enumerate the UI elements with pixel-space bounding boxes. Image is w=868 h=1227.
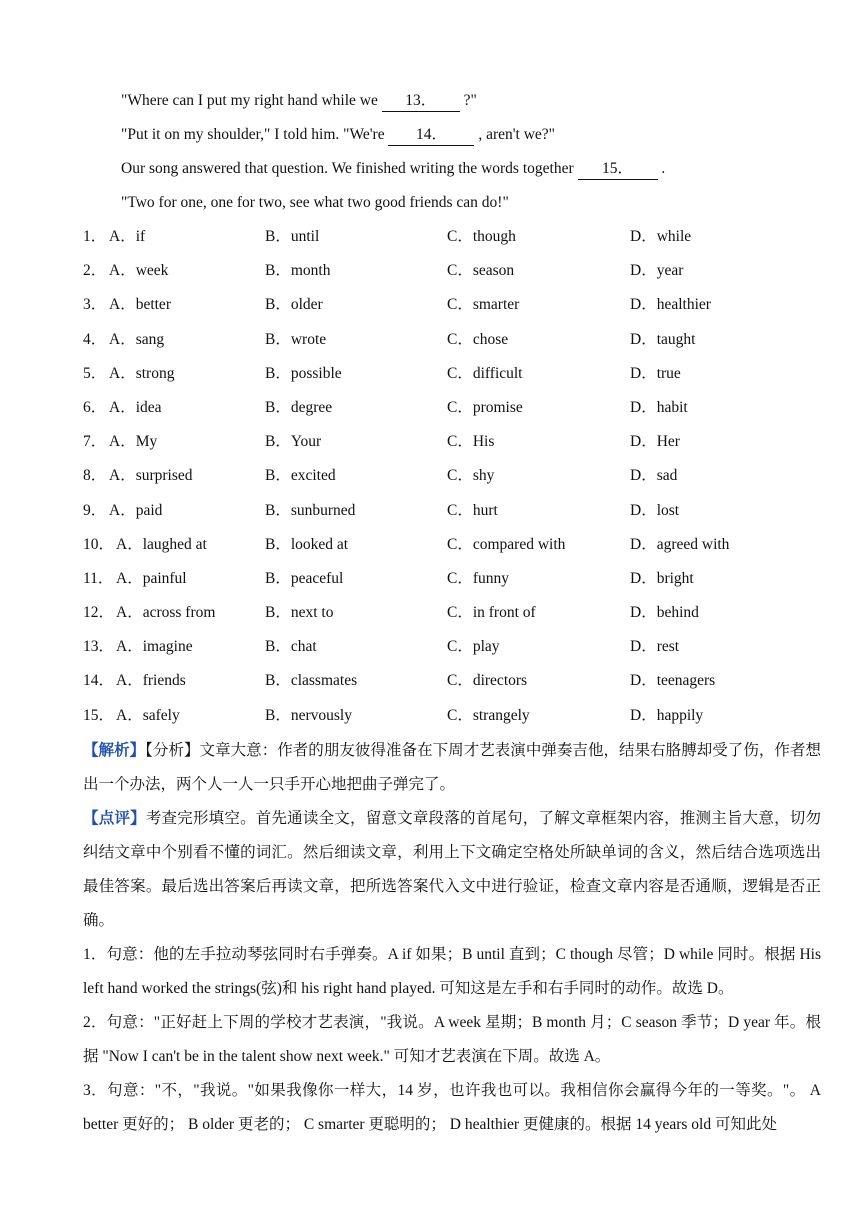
story-line-2: "Put it on my shoulder," I told him. "We're 14． , aren't we?": [121, 122, 821, 156]
story-line-1: "Where can I put my right hand while we 13． ?": [121, 88, 821, 122]
blank-13: 13．: [382, 91, 460, 112]
option-row: 9． A．paid B．sunburned C．hurt D．lost: [83, 501, 680, 519]
option-row: 13． A．imagine B．chat C．play D．rest: [83, 638, 680, 656]
option-row: 14． A．friends B．classmates C．directors D．teenagers: [83, 672, 716, 690]
option-row: 4． A．sang B．wrote C．chose D．taught: [83, 330, 696, 348]
option-row: 11． A．painful B．peaceful C．funny D．bright: [83, 569, 694, 587]
option-row: 10． A．laughed at B．looked at C．compared with D．agreed with: [83, 535, 730, 553]
story-excerpt: [121, 88, 821, 224]
explanation-1: 1．句意：他的左手拉动琴弦同时右手弹奏。A if 如果；B until 直到；C though 尽管；D while 同时。根据 His left hand worked the strings(弦)和 his right hand played. 可知这是左手和右手同时的动作。故选 D。: [83, 946, 821, 997]
option-row: 15． A．safely B．nervously C．strangely D．happily: [83, 706, 704, 724]
comment-tag: 【点评】: [83, 810, 146, 827]
option-row: 8． A．surprised B．excited C．shy D．sad: [83, 467, 678, 485]
option-row: 5． A．strong B．possible C．difficult D．true: [83, 364, 681, 382]
option-row: 7． A．My B．Your C．His D．Her: [83, 433, 680, 451]
explanation-2: 2．句意："正好赶上下周的学校才艺表演，"我说。A week 星期；B month 月；C season 季节；D year 年。根据 "Now I can't be in the talent show next week." 可知才艺表演在下周。故选 A。: [83, 1014, 821, 1065]
analysis-comment: 【点评】考查完形填空。首先通读全文，留意文章段落的首尾句，了解文章框架内容，推测主旨大意，切勿纠结文章中个别看不懂的词汇。然后细读文章，利用上下文确定空格处所缺单词的含义，然后结合选项选出最佳答案。最后选出答案后再读文章，把所选答案代入文中进行验证，检查文章内容是否通顺，逻辑是否正确。: [83, 810, 821, 929]
analysis-summary: 【解析】【分析】文章大意：作者的朋友彼得准备在下周才艺表演中弹奏吉他，结果右胳膊却受了伤，作者想出一个办法，两个人一人一只手开心地把曲子弹完了。: [83, 742, 821, 793]
options-list: [83, 222, 843, 735]
analysis-tag: 【解析】: [83, 742, 146, 759]
explanation-3: 3．句意："不，"我说。"如果我像你一样大，14 岁，也许我也可以。我相信你会赢得今年的一等奖。"。 A better 更好的； B older 更老的； C smarter 更聪明的； D healthier 更健康的。根据 14 years old 可知此处: [83, 1082, 821, 1133]
option-row: 12． A．across from B．next to C．in front of D．behind: [83, 604, 699, 622]
option-row: 3． A．better B．older C．smarter D．healthier: [83, 296, 711, 314]
blank-15: 15．: [578, 159, 658, 180]
option-row: 1． A．if B．until C．though D．while: [83, 228, 692, 245]
option-row: 2． A．week B．month C．season D．year: [83, 262, 684, 280]
story-line-3: Our song answered that question. We finished writing the words together 15． .: [121, 156, 821, 190]
story-line-4: "Two for one, one for two, see what two good friends can do!": [121, 194, 509, 211]
analysis-section: [83, 734, 821, 1142]
blank-14: 14．: [388, 125, 474, 146]
option-row: 6． A．idea B．degree C．promise D．habit: [83, 398, 688, 416]
